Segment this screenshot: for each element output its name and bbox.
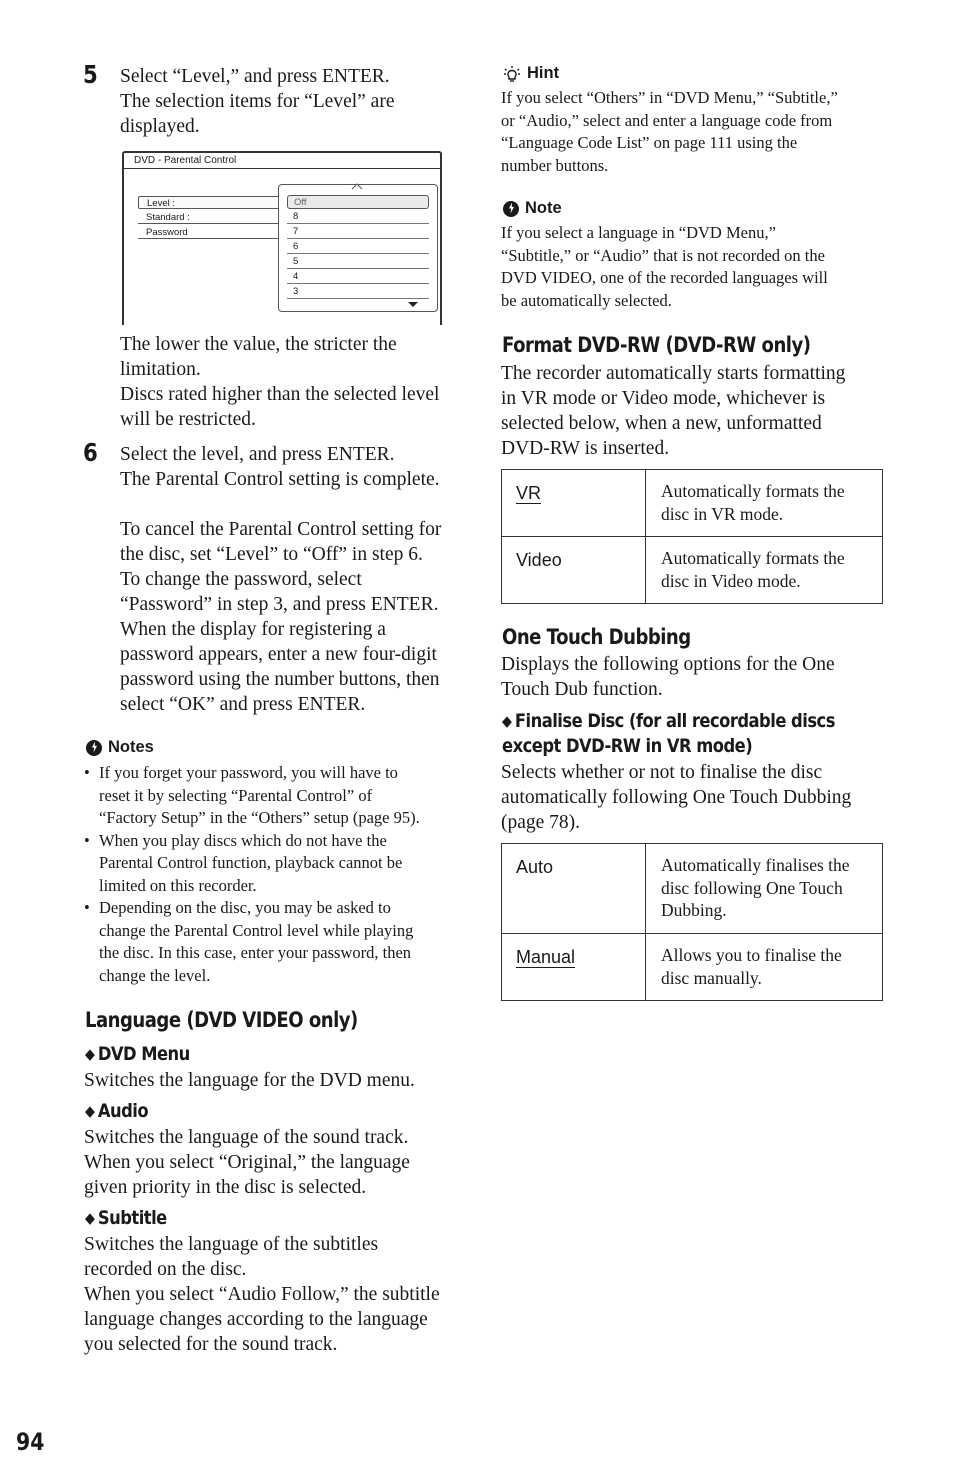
option-key [502,934,646,1001]
text-line: change the level. [99,965,211,985]
text-line: If you select a language in “DVD Menu,” [501,223,776,242]
diamond-icon: ◆ [502,712,512,730]
text-line: selected below, when a new, unformatted [501,413,822,434]
text-line: Switches the language of the subtitles [84,1234,379,1255]
option-desc [646,934,883,1001]
option-key-label: Auto [516,857,554,877]
text-line: Switches the language of the sound track. [84,1127,409,1148]
format-heading: Format DVD-RW (DVD-RW only) [502,333,811,357]
option-key-label: VR [516,483,542,503]
level-option[interactable]: 3 [287,285,429,299]
lightbulb-icon [503,65,521,83]
text-line: password appears, enter a new four-digit [120,644,437,665]
text-line: “Subtitle,” or “Audio” that is not recorded on the [501,245,825,265]
notes-list [84,762,469,987]
text-line: • When you play discs which do not have the [99,830,387,850]
text-line: Allows you to finalise the [661,945,842,965]
dubbing-text [501,652,835,702]
note-item [84,762,469,830]
text-line: “Language Code List” on page 111 using the [501,133,798,152]
text-line: be automatically selected. [501,290,672,310]
text-line: Dubbing. [661,900,727,920]
finalise-heading [502,710,835,732]
dvd-menu-heading [85,1043,190,1065]
format-text [501,361,845,461]
audio-heading [85,1100,148,1122]
hint-heading [503,64,559,83]
level-options-list [278,184,438,312]
text-line: Displays the following options for the One [501,654,835,675]
text-line: DVD-RW is inserted. [501,438,670,459]
level-option[interactable]: 5 [287,255,429,269]
step-number-6: 6 [83,438,98,467]
text-line: in VR mode or Video mode, whichever is [501,388,826,409]
text-line: (page 78). [501,812,581,833]
text-line: • If you forget your password, you will have to [99,763,398,782]
text-line: password using the number buttons, then [120,669,440,690]
finalise-text [501,760,851,835]
step-5-line: The selection items for “Level” are [120,91,395,112]
diamond-icon: ◆ [85,1102,95,1120]
subtitle-title: Subtitle [97,1207,167,1229]
table-row [502,844,883,934]
menu-row-standard[interactable]: Standard : [138,211,290,224]
audio-title: Audio [97,1100,149,1122]
text-line: The lower the value, the stricter the [120,334,397,355]
option-key [502,844,646,934]
screen-title: DVD - Parental Control [134,155,237,166]
step-5-line: Select “Level,” and press ENTER. [120,66,390,87]
text-line: you selected for the sound track. [84,1334,338,1355]
text-line: number buttons. [501,155,609,175]
text-line: When the display for registering a [120,619,386,640]
text-line: limited on this recorder. [99,875,257,895]
text-line: Selects whether or not to finalise the disc [501,762,823,783]
text-line: DVD VIDEO, one of the recorded languages will [501,268,828,287]
language-heading: Language (DVD VIDEO only) [85,1008,358,1032]
audio-text [84,1125,410,1200]
scroll-up-icon[interactable] [351,182,363,190]
note-item [84,897,469,987]
text-line: given priority in the disc is selected. [84,1177,367,1198]
text-line: select “OK” and press ENTER. [120,694,366,715]
level-option[interactable]: 7 [287,225,429,239]
text-line: reset it by selecting “Parental Control” of [99,785,373,805]
text-line: will be restricted. [120,409,256,430]
text-line: Discs rated higher than the selected level [120,384,440,405]
text-line: To cancel the Parental Control setting for [120,519,442,540]
diamond-icon: ◆ [85,1045,95,1063]
option-desc [646,537,883,604]
finalise-title-line: Finalise Disc (for all recordable discs [514,710,835,732]
scroll-down-icon[interactable] [407,301,419,308]
level-option[interactable]: 6 [287,240,429,254]
subtitle-text [84,1232,440,1357]
diamond-icon: ◆ [85,1209,95,1227]
text-line: Automatically finalises the [661,855,850,875]
note-heading [503,199,562,218]
notes-title: Notes [108,738,154,756]
level-option[interactable]: 4 [287,270,429,284]
text-line: the disc, set “Level” to “Off” in step 6. [120,544,423,565]
subtitle-heading [85,1207,167,1229]
table-row [502,470,883,537]
hint-title: Hint [527,64,560,82]
text-line: recorded on the disc. [84,1259,247,1280]
hint-text [501,87,838,177]
text-line: The recorder automatically starts formatting [501,363,846,384]
parental-control-screen [122,151,442,325]
text-line: Switches the language for the DVD menu. [84,1070,415,1091]
dvd-menu-text [84,1068,415,1093]
dvd-menu-title: DVD Menu [97,1043,190,1065]
format-options-table [501,469,883,604]
finalise-heading-cont: except DVD-RW in VR mode) [502,735,753,757]
note-text [501,222,828,312]
option-key [502,537,646,604]
level-option[interactable]: 8 [287,210,429,224]
note-title: Note [525,199,562,217]
dubbing-heading: One Touch Dubbing [502,625,691,649]
table-row [502,537,883,604]
menu-row-password[interactable]: Password [138,226,290,239]
text-line: automatically following One Touch Dubbing [501,787,852,808]
option-desc [646,844,883,934]
option-key-label: Manual [516,947,576,967]
step-number-5: 5 [83,60,98,89]
step-6-text [120,442,441,717]
text-line: “Password” in step 3, and press ENTER. [120,594,439,615]
note-item [84,830,469,898]
notes-heading [86,738,154,757]
text-line: limitation. [120,359,201,380]
option-key-label: Video [516,550,562,570]
text-line: disc in Video mode. [661,570,801,591]
page-number: 94 [16,1428,45,1456]
text-line: change the Parental Control level while playing [99,920,414,940]
step-5-text [120,64,395,139]
text-line: Touch Dub function. [501,679,663,700]
text-line: or “Audio,” select and enter a language code from [501,110,833,130]
text-line: To change the password, select [120,569,362,590]
text-line: disc following One Touch [661,877,843,898]
note-icon [86,740,102,756]
text-line: disc in VR mode. [661,503,784,524]
text-line: • Depending on the disc, you may be asked to [99,898,391,917]
note-icon [503,201,519,217]
text-line: Select the level, and press ENTER. [120,444,395,465]
level-option[interactable]: Off [287,195,429,209]
option-desc [646,470,883,537]
text-line: disc manually. [661,967,762,988]
text-line: Automatically formats the [661,481,845,501]
text-line: Automatically formats the [661,548,845,568]
screen-divider [124,168,440,169]
text-line: When you select “Original,” the language [84,1152,410,1173]
text-line: “Factory Setup” in the “Others” setup (page 95). [99,808,420,827]
table-row [502,934,883,1001]
text-line: language changes according to the language [84,1309,428,1330]
menu-row-level[interactable]: Level : [138,196,290,209]
text-line: Parental Control function, playback cannot be [99,853,403,872]
finalise-options-table [501,843,883,1001]
step-5-line: displayed. [120,116,200,137]
text-line: The Parental Control setting is complete. [120,469,440,490]
text-line: If you select “Others” in “DVD Menu,” “Subtitle,” [501,88,838,107]
text-line: When you select “Audio Follow,” the subtitle [84,1284,440,1305]
option-key [502,470,646,537]
level-explanation [120,332,439,432]
text-line: the disc. In this case, enter your password, then [99,943,412,962]
